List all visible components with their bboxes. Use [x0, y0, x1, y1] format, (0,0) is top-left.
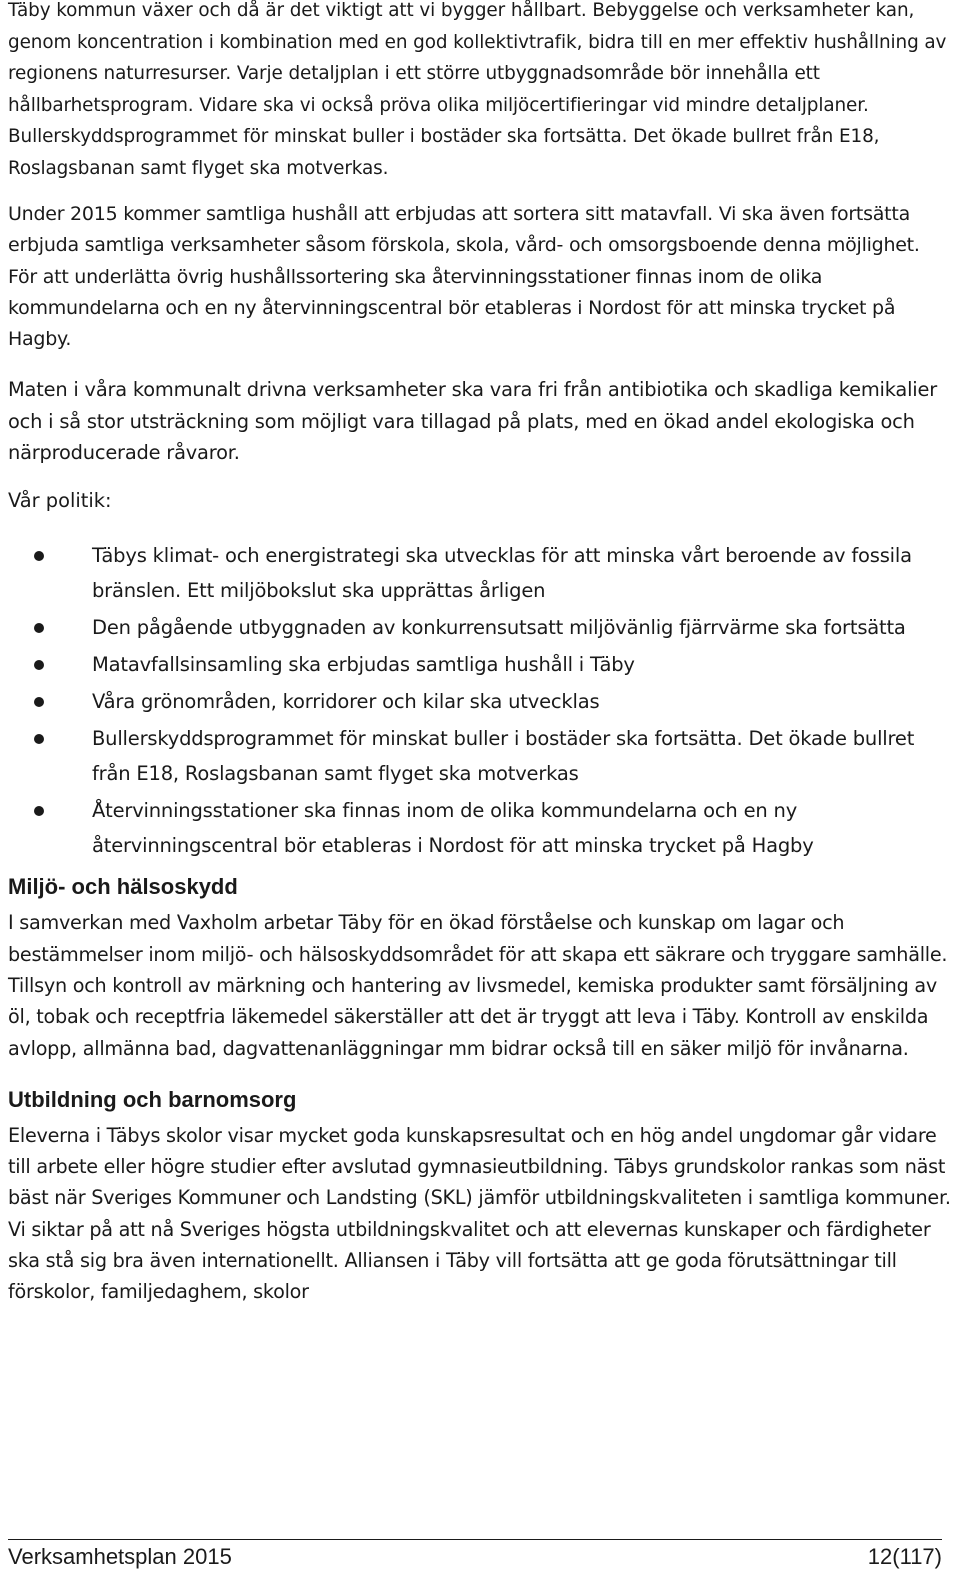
list-item-text: Matavfallsinsamling ska erbjudas samtliga hushåll i Täby [92, 653, 635, 677]
list-item [8, 538, 952, 608]
section-text-utbildning: Eleverna i Täbys skolor visar mycket goda kunskapsresultat och en hög andel ungdomar går vidare till arbete eller högre studier efter avslutad gymnasieutbildning. Täbys grundskolor rankas som näst bäst när Sveriges Kommuner och Landsting (SKL) jämför utbildningskvaliteten i samtliga kommuner. Vi siktar på att nå Sveriges högsta utbildningskvalitet och att elevernas kunskaper och färdigheter ska stå sig bra även internationellt. Alliansen i Täby vill fortsätta att ge goda förutsättningar till förskolor, familjedaghem, skolor [8, 1123, 951, 1304]
section-heading-miljo: Miljö- och hälsoskydd [8, 874, 238, 900]
intro-paragraph-1: Täby kommun växer och då är det viktigt att vi bygger hållbart. Bebyggelse och verksamheter kan, genom koncentration i kombination med en god kollektivtrafik, bidra till en mer effektiv hushållning av regionens naturresurser. Varje detaljplan i ett större utbyggnadsområde bör innehålla ett hållbarhetsprogram. Vidare ska vi också pröva olika miljöcertifieringar vid mindre detaljplaner. Bullerskyddsprogrammet för minskat buller i bostäder ska fortsätta. Det ökade bullret från E18, Roslagsbanan samt flyget ska motverkas. [8, 0, 947, 179]
list-item [8, 647, 952, 682]
politik-bullet-list [8, 538, 952, 863]
intro-paragraph-2: Under 2015 kommer samtliga hushåll att erbjudas att sortera sitt matavfall. Vi ska även fortsätta erbjuda samtliga verksamheter såsom förskola, skola, vård- och omsorgsboende denna möjlighet. För att underlätta övrig hushållssortering ska återvinningsstationer finnas inom de olika kommundelarna och en ny återvinningscentral bör etableras i Nordost för att minska trycket på Hagby. [8, 203, 920, 351]
list-item-text: Bullerskyddsprogrammet för minskat buller i bostäder ska fortsätta. Det ökade bullret från E18, Roslagsbanan samt flyget ska motverkas [92, 727, 915, 786]
section-text-miljo: I samverkan med Vaxholm arbetar Täby för en ökad förståelse och kunskap om lagar och bestämmelser inom miljö- och hälsoskyddsområdet för att skapa ett säkrare och tryggare samhälle. Tillsyn och kontroll av märkning och hantering av livsmedel, kemiska produkter samt försäljning av öl, tobak och receptfria läkemedel säkerställer att det är tryggt att leva i Täby. Kontroll av enskilda avlopp, allmänna bad, dagvattenanläggningar mm bidrar också till en säker miljö för invånarna. [8, 911, 948, 1060]
bullet-dot-icon [34, 806, 44, 816]
bullet-dot-icon [34, 660, 44, 670]
page-footer [8, 1539, 942, 1574]
section-heading-utbildning: Utbildning och barnomsorg [8, 1086, 297, 1112]
list-item [8, 684, 952, 719]
list-item [8, 793, 952, 863]
bullet-dot-icon [34, 551, 44, 561]
list-item [8, 610, 952, 645]
politik-label: Vår politik: [8, 489, 112, 513]
list-item [8, 721, 952, 791]
footer-page-number: 12(117) [867, 1544, 942, 1569]
intro-paragraph-3: Maten i våra kommunalt drivna verksamheter ska vara fri från antibiotika och skadliga kemikalier och i så stor utsträckning som möjligt vara tillagad på plats, med en ökad andel ekologiska och närproducerade råvaror. [8, 378, 937, 465]
document-page [8, 0, 952, 1308]
list-item-text: Täbys klimat- och energistrategi ska utvecklas för att minska vårt beroende av fossila bränslen. Ett miljöbokslut ska upprättas årligen [92, 544, 912, 603]
list-item-text: Återvinningsstationer ska finnas inom de olika kommundelarna och en ny återvinningscentral bör etableras i Nordost för att minska trycket på Hagby [92, 799, 814, 858]
bullet-dot-icon [34, 623, 44, 633]
list-item-text: Våra grönområden, korridorer och kilar ska utvecklas [92, 690, 600, 714]
footer-document-title: Verksamhetsplan 2015 [8, 1544, 232, 1569]
list-item-text: Den pågående utbyggnaden av konkurrensutsatt miljövänlig fjärrvärme ska fortsätta [92, 616, 906, 640]
bullet-dot-icon [34, 734, 44, 744]
bullet-dot-icon [34, 697, 44, 707]
